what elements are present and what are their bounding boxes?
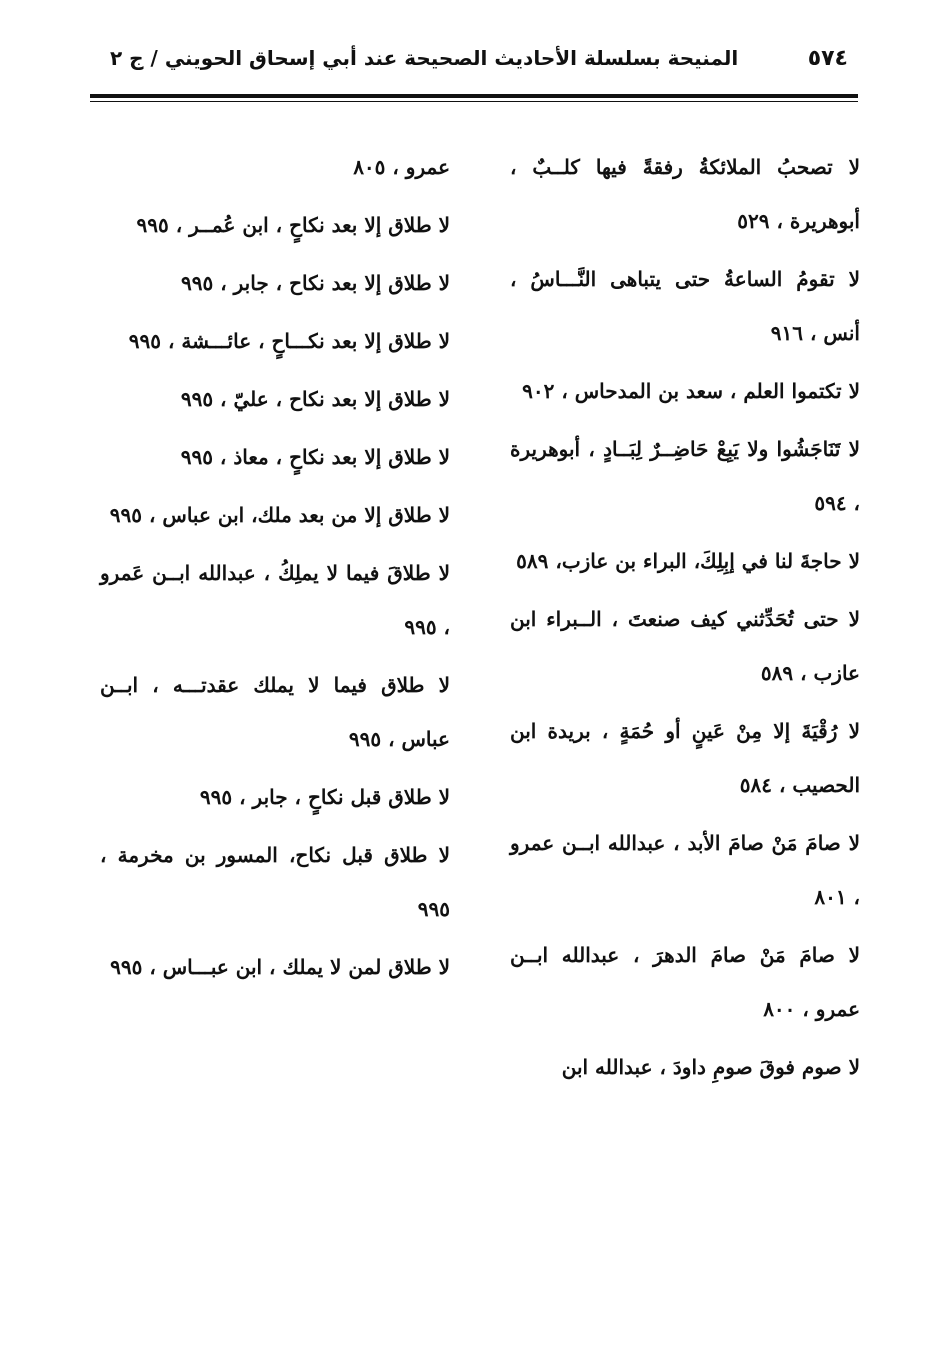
entry-page-ref: ٥٢٩: [737, 209, 770, 233]
entry-text: لا صامَ مَنْ صامَ الدهرَ ، عبدالله ابــن عمرو ،: [510, 943, 860, 1021]
entry-text: لا رُقْيَةَ إلا مِنْ عَينٍ أو حُمَةٍ ، بريدة ابن الحصيب ،: [510, 719, 860, 797]
entry-page-ref: ٩٩٥: [110, 955, 143, 979]
index-entry: [100, 256, 450, 310]
index-entry: [510, 592, 860, 700]
entry-text: لا حاجةَ لنا في إبِلِكَ، البراء بن عازب،: [555, 549, 860, 573]
index-entry: [100, 940, 450, 994]
index-entry: [100, 430, 450, 484]
entry-text: لا تقومُ الساعةُ حتى يتباهى النَّـــاسُ ، أنس ،: [510, 267, 860, 345]
entry-page-ref: ٥٨٤: [739, 773, 773, 797]
entry-page-ref: ٩٩٥: [348, 727, 382, 751]
entry-text: لا طلاق إلا بعد نكاحٍ ، معاذ ،: [219, 445, 450, 469]
entry-text: لا طلاق قبل نكاح، المسور بن مخرمة ،: [100, 843, 450, 867]
index-entry: [510, 364, 860, 418]
index-entry: [510, 704, 860, 812]
entry-page-ref: ٩٩٥: [180, 387, 214, 411]
entry-page-ref: ٨٠١: [814, 885, 847, 909]
entry-text: لا تصحبُ الملائكةُ رفقةً فيها كلــبٌ ، أبوهريرة ،: [510, 155, 860, 233]
index-entry: [100, 198, 450, 252]
index-entry: [510, 140, 860, 248]
entry-text: لا صامَ مَنْ صامَ الأبد ، عبدالله ابــن عمرو ،: [510, 831, 860, 909]
entry-page-ref: ٩٠٢: [522, 379, 555, 403]
header-rule-thick: [90, 94, 858, 98]
entry-text: لا طلاق إلا من بعد ملك، ابن عباس ،: [148, 503, 450, 527]
entry-text: لا تَنَاجَشُوا ولا يَبِعْ حَاضِــرٌ لِبَــادٍ ، أبوهريرة ،: [510, 437, 860, 515]
index-entry: [510, 422, 860, 530]
index-entry: [510, 534, 860, 588]
entry-text: لا صوم فوقَ صومِ داودَ ، عبدالله ابن: [561, 1055, 860, 1079]
running-title: المنيحة بسلسلة الأحاديث الصحيحة عند أبي إسحاق الحويني / ج ٢: [110, 46, 739, 70]
page-number: ٥٧٤: [807, 46, 848, 71]
entry-text: لا طلاق إلا بعد نكـــاحٍ ، عائـــشة ،: [167, 329, 450, 353]
entry-page-ref: ٥٨٩: [760, 661, 794, 685]
entry-text: لا طلاق فيما لا يملك عقدتـــه ، ابــن عباس ،: [100, 673, 450, 751]
entry-page-ref: ٩٩٥: [109, 503, 143, 527]
entry-page-ref: ٩٩٥: [180, 445, 213, 469]
entry-page-ref: ٩٩٥: [136, 213, 169, 237]
entry-page-ref: ٩٩٥: [199, 785, 233, 809]
page-header: [90, 42, 858, 82]
entry-text: لا طلاق قبل نكاحٍ ، جابر ،: [239, 785, 450, 809]
entry-text: لا طلاق إلا بعد نكاح ، جابر ،: [220, 271, 450, 295]
entry-text: لا حتى تُحَدِّثني كيف صنعتَ ، الــبراء ابن عازب ،: [510, 607, 860, 685]
index-entry: [100, 546, 450, 654]
index-entry: [100, 770, 450, 824]
index-entry: [100, 488, 450, 542]
entry-page-ref: ٩٩٥: [417, 897, 450, 921]
index-entry: [100, 314, 450, 368]
index-entry: [100, 372, 450, 426]
index-entry: [510, 928, 860, 1036]
index-entry: [100, 828, 450, 936]
header-rule-thin: [90, 101, 858, 102]
entry-page-ref: ٥٩٤: [814, 491, 847, 515]
index-column-right: [510, 140, 860, 1094]
index-entry: [510, 816, 860, 924]
entry-text: لا طلاق لمن لا يملك ، ابن عبـــاس ،: [149, 955, 450, 979]
entry-text: عمرو ،: [392, 155, 450, 179]
index-entry: [100, 140, 450, 194]
entry-page-ref: ٥٨٩: [516, 549, 549, 573]
entry-text: لا طلاق إلا بعد نكاحٍ ، ابن عُمــر ،: [175, 213, 450, 237]
entry-page-ref: ٩٩٥: [404, 615, 437, 639]
index-entry: [510, 252, 860, 360]
entry-text: لا طلاقَ فيما لا يملِكُ ، عبدالله ابــن عَمرو ،: [100, 561, 450, 639]
entry-text: لا تكتموا العلم ، سعد بن المدحاس ،: [561, 379, 860, 403]
index-entry: [510, 1040, 860, 1094]
entry-text: لا طلاق إلا بعد نكاح ، عليّ ،: [220, 387, 450, 411]
index-column-left: [100, 140, 450, 994]
entry-page-ref: ٨٠٥: [353, 155, 386, 179]
entry-page-ref: ٩١٦: [770, 321, 803, 345]
entry-page-ref: ٩٩٥: [128, 329, 161, 353]
entry-page-ref: ٨٠٠: [763, 997, 796, 1021]
index-entry: [100, 658, 450, 766]
entry-page-ref: ٩٩٥: [181, 271, 214, 295]
